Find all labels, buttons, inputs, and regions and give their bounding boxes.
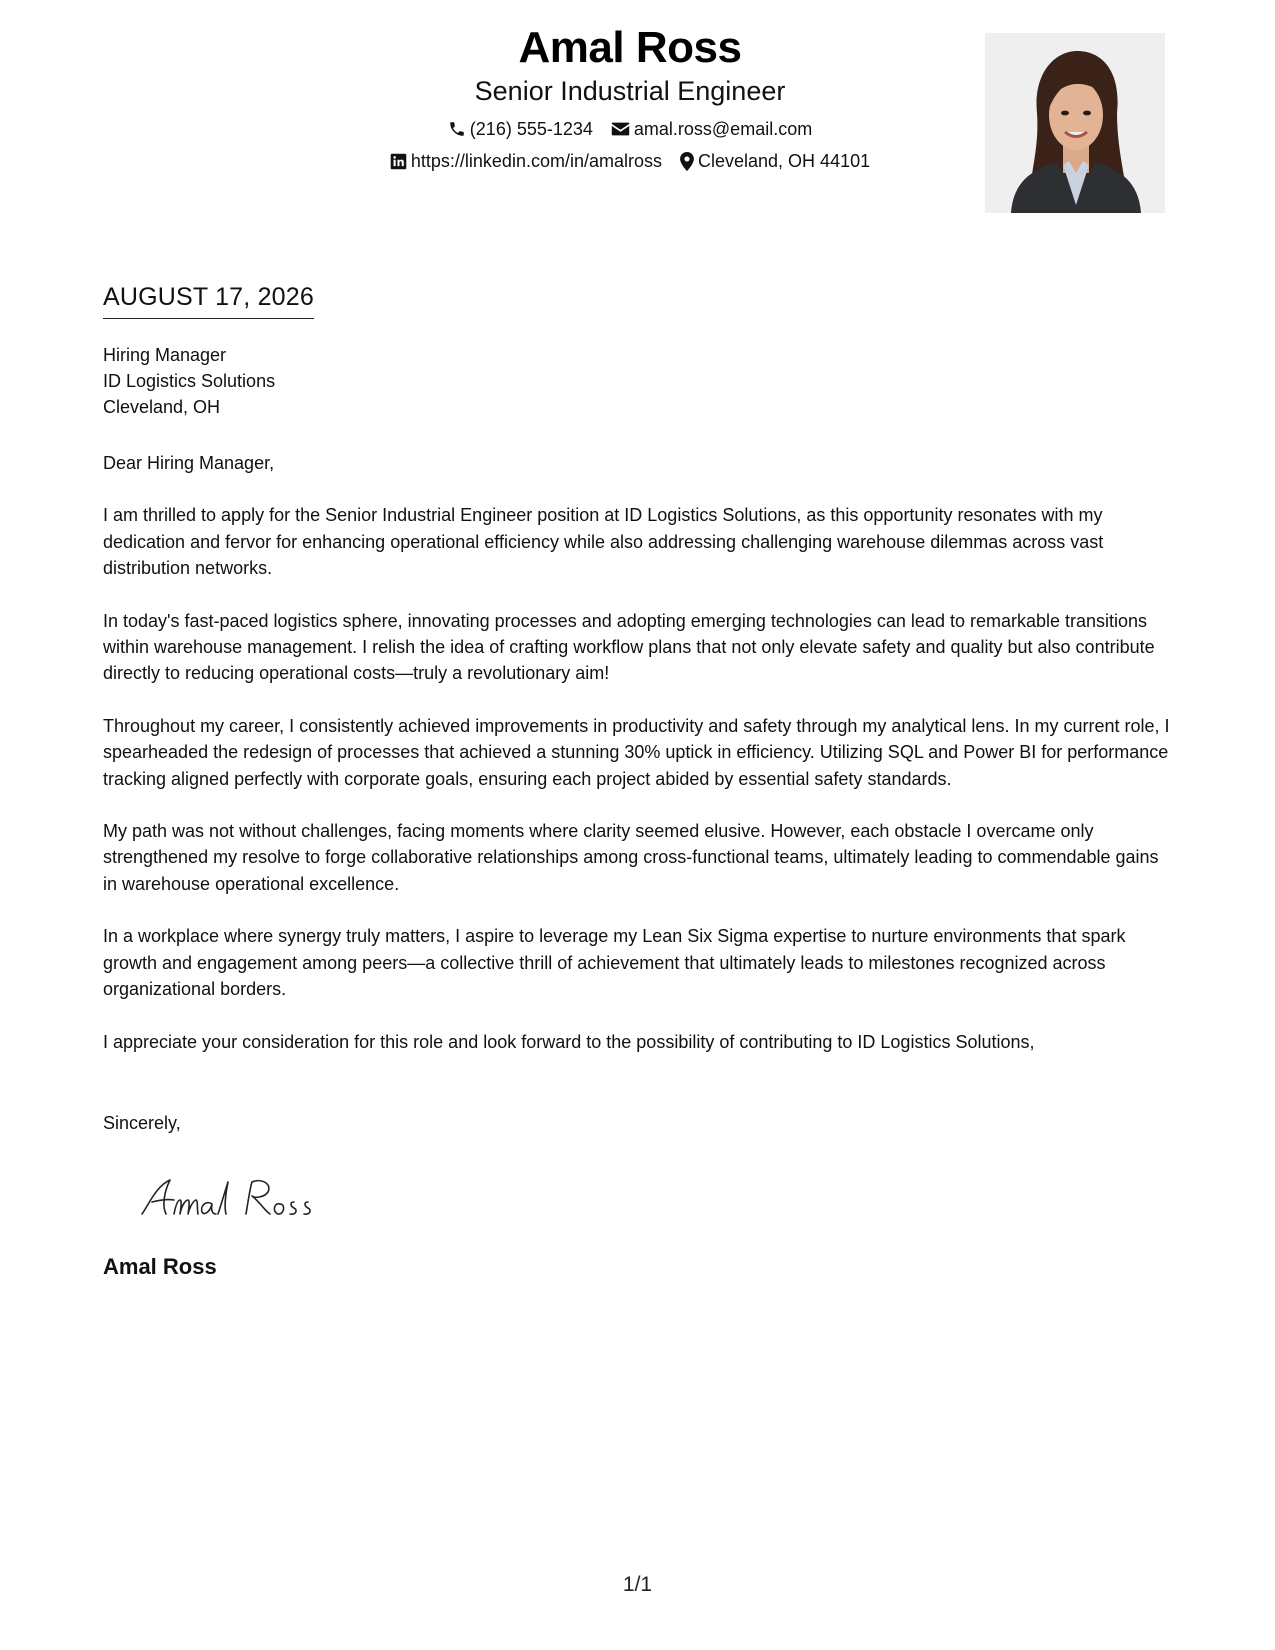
handwritten-signature	[138, 1168, 338, 1228]
linkedin-text: https://linkedin.com/in/amalross	[410, 151, 662, 171]
signed-name: Amal Ross	[103, 1254, 217, 1279]
recipient-location: Cleveland, OH	[103, 397, 221, 417]
phone-text: (216) 555-1234	[469, 119, 593, 139]
body-paragraph: I appreciate your consideration for this role and look forward to the possibility of contributing to ID Logistics Solutions,	[103, 1031, 1035, 1052]
envelope-icon	[611, 121, 630, 137]
recipient-name: Hiring Manager	[103, 345, 227, 365]
page-number: 1/1	[622, 1573, 653, 1596]
linkedin-contact[interactable]	[390, 150, 662, 172]
recipient-company: ID Logistics Solutions	[103, 371, 276, 391]
recipient-block	[103, 342, 275, 420]
phone-icon	[448, 120, 466, 138]
phone-contact[interactable]	[448, 118, 593, 140]
profile-photo	[985, 33, 1165, 213]
linkedin-icon	[390, 153, 407, 170]
map-pin-icon	[680, 152, 694, 171]
letter-closing: Sincerely,	[103, 1113, 181, 1133]
email-text: amal.ross@email.com	[633, 119, 813, 139]
email-contact[interactable]	[611, 118, 812, 140]
body-paragraph: My path was not without challenges, facing moments where clarity seemed elusive. However, each obstacle I overcame only strengthened my resolve to forge collaborative relationships among cross-functional teams, ultimately leading to commendable gains in warehouse operational excellence.	[103, 821, 1159, 894]
letter-body	[103, 450, 1173, 1081]
body-paragraph: In a workplace where synergy truly matters, I aspire to leverage my Lean Six Sigma expertise to nurture environments that spark growth and engagement among peers—a collective thrill of achievement that ultimately leads to milestones recognized across organizational borders.	[103, 926, 1126, 1000]
applicant-name: Amal Ross	[518, 23, 742, 72]
body-paragraph: I am thrilled to apply for the Senior Industrial Engineer position at ID Logistics Solutions, as this opportunity resonates with my dedication and fervor for enhancing operational efficiency while also addressing challenging warehouse dilemmas across vast distribution networks.	[103, 505, 1104, 579]
location-contact	[680, 150, 870, 172]
body-paragraph: In today's fast-paced logistics sphere, innovating processes and adopting emerging technologies can lead to remarkable transitions within warehouse management. I relish the idea of crafting workflow plans that not only elevate safety and quality but also contribute directly to reducing operational costs—truly a revolutionary aim!	[103, 610, 1155, 684]
letter-date: AUGUST 17, 2026	[103, 282, 314, 319]
location-text: Cleveland, OH 44101	[698, 151, 871, 171]
body-paragraph: Throughout my career, I consistently achieved improvements in productivity and safety through my analytical lens. In my current role, I spearheaded the redesign of processes that achieved a stunning 30% uptick in efficiency. Utilizing SQL and Power BI for performance tracking aligned perfectly with corporate goals, ensuring each project abided by essential safety standards.	[103, 715, 1170, 789]
salutation: Dear Hiring Manager,	[103, 453, 275, 473]
applicant-title: Senior Industrial Engineer	[474, 76, 786, 106]
